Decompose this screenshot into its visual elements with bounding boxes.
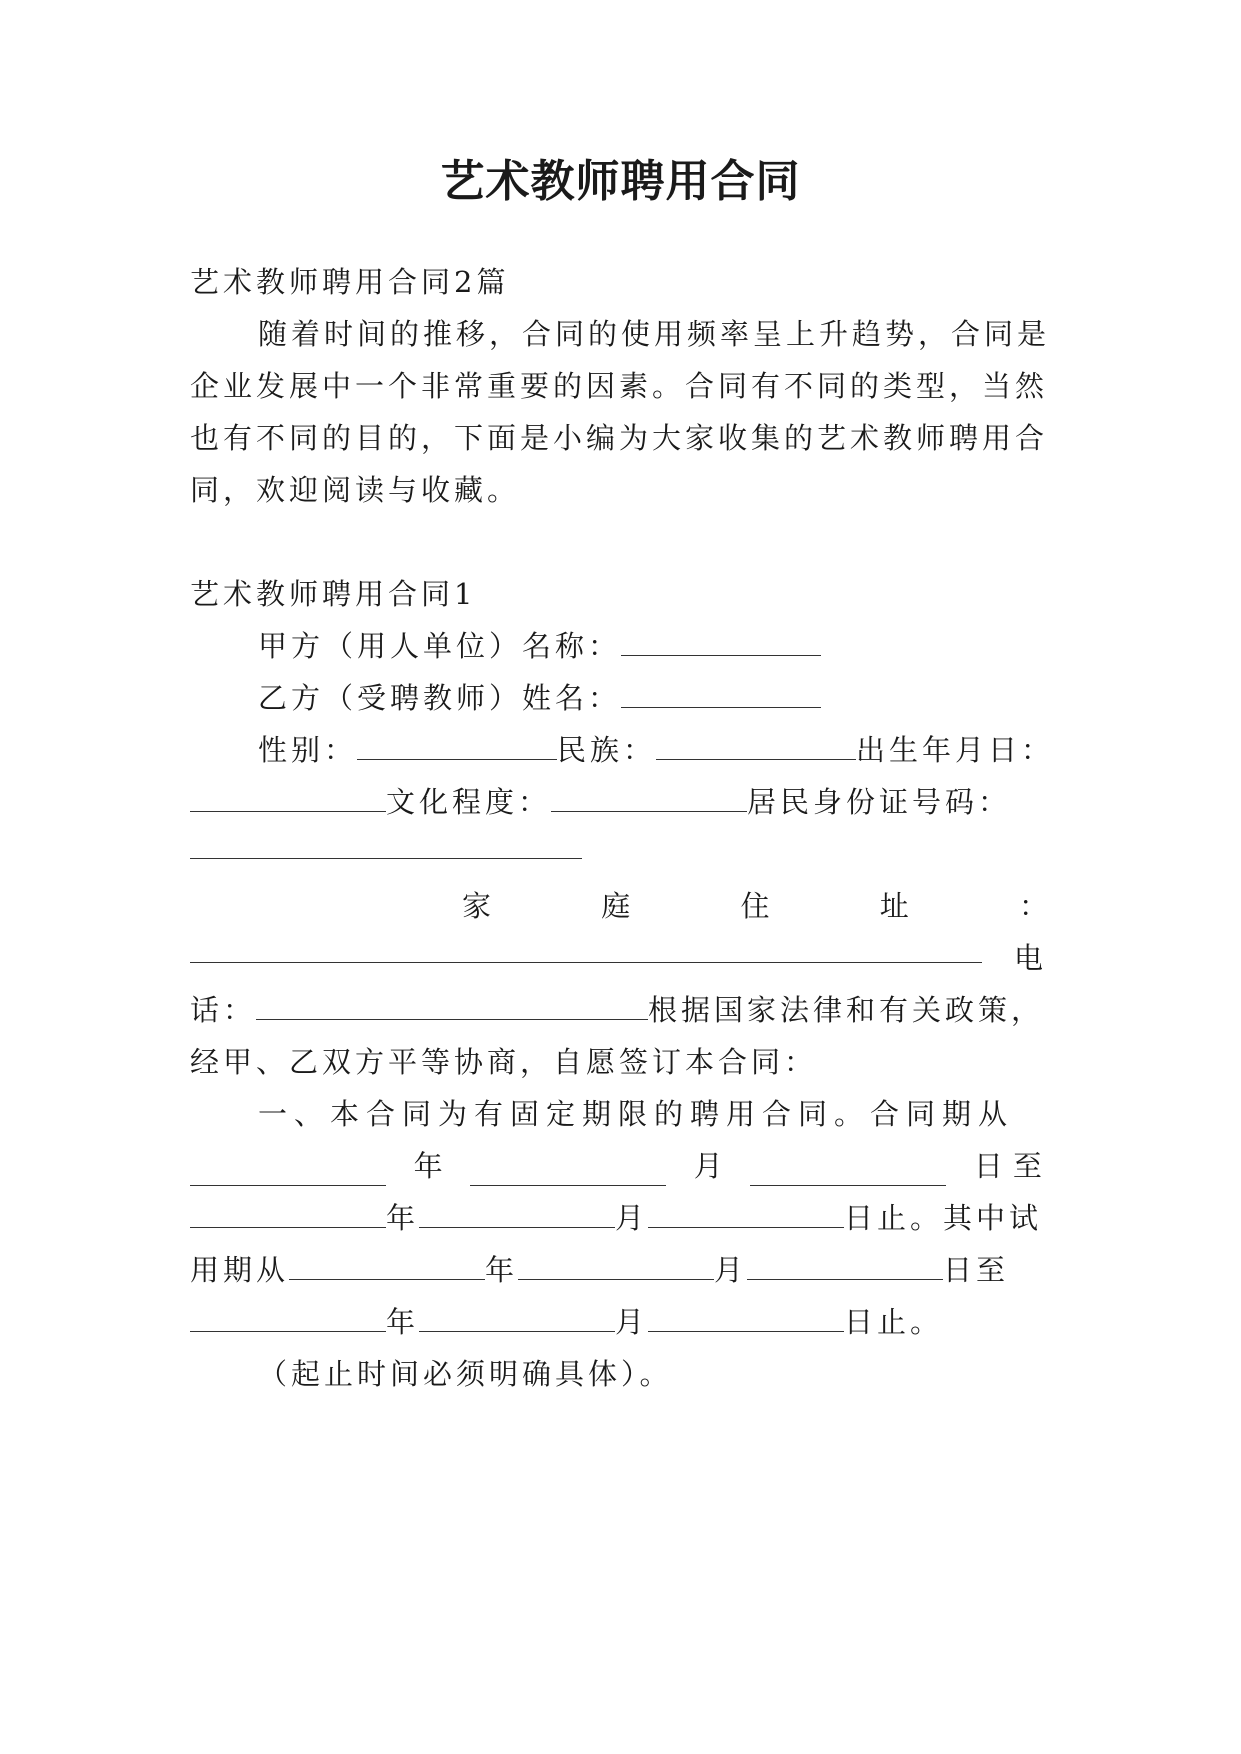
party-a-line — [258, 626, 1052, 666]
ethnicity-label: 民族： — [557, 733, 657, 767]
agreement-line: 经甲、乙双方平等协商，自愿签订本合同： — [190, 1045, 818, 1079]
contract-period-start-line — [190, 1146, 1052, 1186]
contract-period-end-line — [190, 1198, 1052, 1238]
trial-end-day-field[interactable] — [648, 1305, 844, 1332]
start-year-field[interactable] — [190, 1159, 386, 1186]
year-label: 年 — [413, 1149, 443, 1183]
end-year-field[interactable] — [190, 1201, 386, 1228]
address-char-5: ： — [1018, 889, 1048, 923]
legal-basis-text: 根据国家法律和有关政策， — [648, 993, 1045, 1027]
year-label: 年 — [386, 1305, 420, 1339]
party-b-line — [258, 678, 1052, 718]
trial-start-year-field[interactable] — [289, 1253, 485, 1280]
address-char-4: 址 — [879, 889, 909, 923]
phone-label-tail: 电 — [1014, 941, 1048, 975]
education-label: 文化程度： — [386, 785, 552, 819]
month-label: 月 — [615, 1201, 649, 1235]
year-label: 年 — [485, 1253, 519, 1287]
date-note: （起止时间必须明确具体）。 — [258, 1357, 673, 1391]
day-end-label: 日止。 — [844, 1305, 944, 1339]
intro-line-4: 同，欢迎阅读与收藏。 — [190, 473, 521, 507]
gender-label: 性别： — [258, 733, 358, 767]
party-b-label: 乙方（受聘教师）姓名： — [258, 681, 622, 715]
birthdate-field[interactable] — [190, 785, 386, 812]
day-end-trial-label: 日止。其中试 — [844, 1201, 1043, 1235]
year-label: 年 — [386, 1201, 420, 1235]
address-field[interactable] — [190, 962, 982, 963]
address-char-3: 住 — [740, 889, 770, 923]
ethnicity-field[interactable] — [656, 733, 856, 760]
document-subtitle: 艺术教师聘用合同2篇 — [190, 265, 510, 299]
gender-field[interactable] — [357, 733, 557, 760]
address-char-1: 家 — [462, 889, 492, 923]
phone-label-head: 话： — [190, 993, 257, 1027]
start-day-field[interactable] — [750, 1159, 946, 1186]
birthdate-label: 出生年月日： — [856, 733, 1055, 767]
intro-line-2: 企业发展中一个非常重要的因素。合同有不同的类型，当然 — [190, 369, 1049, 403]
id-number-label: 居民身份证号码： — [747, 785, 1012, 819]
end-month-field[interactable] — [419, 1201, 615, 1228]
end-day-field[interactable] — [648, 1201, 844, 1228]
address-char-2: 庭 — [601, 889, 631, 923]
contract-1-heading: 艺术教师聘用合同1 — [190, 577, 477, 611]
month-label: 月 — [693, 1149, 723, 1183]
education-field[interactable] — [551, 785, 747, 812]
party-a-label: 甲方（用人单位）名称： — [258, 629, 622, 663]
document-title: 艺术教师聘用合同 — [440, 156, 801, 207]
clause-1-start: 一、本合同为有固定期限的聘用合同。合同期从 — [258, 1097, 1015, 1131]
id-number-field[interactable] — [190, 858, 582, 859]
trial-start-month-field[interactable] — [518, 1253, 714, 1280]
trial-end-month-field[interactable] — [419, 1305, 615, 1332]
phone-field[interactable] — [256, 993, 648, 1020]
party-b-name-field[interactable] — [621, 681, 821, 708]
trial-from-label: 用期从 — [190, 1253, 290, 1287]
trial-end-year-field[interactable] — [190, 1305, 386, 1332]
month-label: 月 — [615, 1305, 649, 1339]
phone-line — [190, 990, 1052, 1030]
trial-period-start-line — [190, 1250, 1052, 1290]
start-month-field[interactable] — [470, 1159, 666, 1186]
education-line — [190, 782, 1052, 822]
party-a-name-field[interactable] — [621, 629, 821, 656]
intro-line-1: 随着时间的推移，合同的使用频率呈上升趋势，合同是 — [258, 317, 1051, 351]
day-to-label: 日至 — [973, 1149, 1052, 1183]
day-to-label: 日至 — [943, 1253, 1010, 1287]
trial-start-day-field[interactable] — [747, 1253, 943, 1280]
address-label — [462, 886, 1048, 926]
month-label: 月 — [714, 1253, 748, 1287]
personal-info-line — [258, 730, 1055, 770]
intro-line-3: 也有不同的目的，下面是小编为大家收集的艺术教师聘用合 — [190, 421, 1049, 455]
trial-period-end-line — [190, 1302, 1052, 1342]
